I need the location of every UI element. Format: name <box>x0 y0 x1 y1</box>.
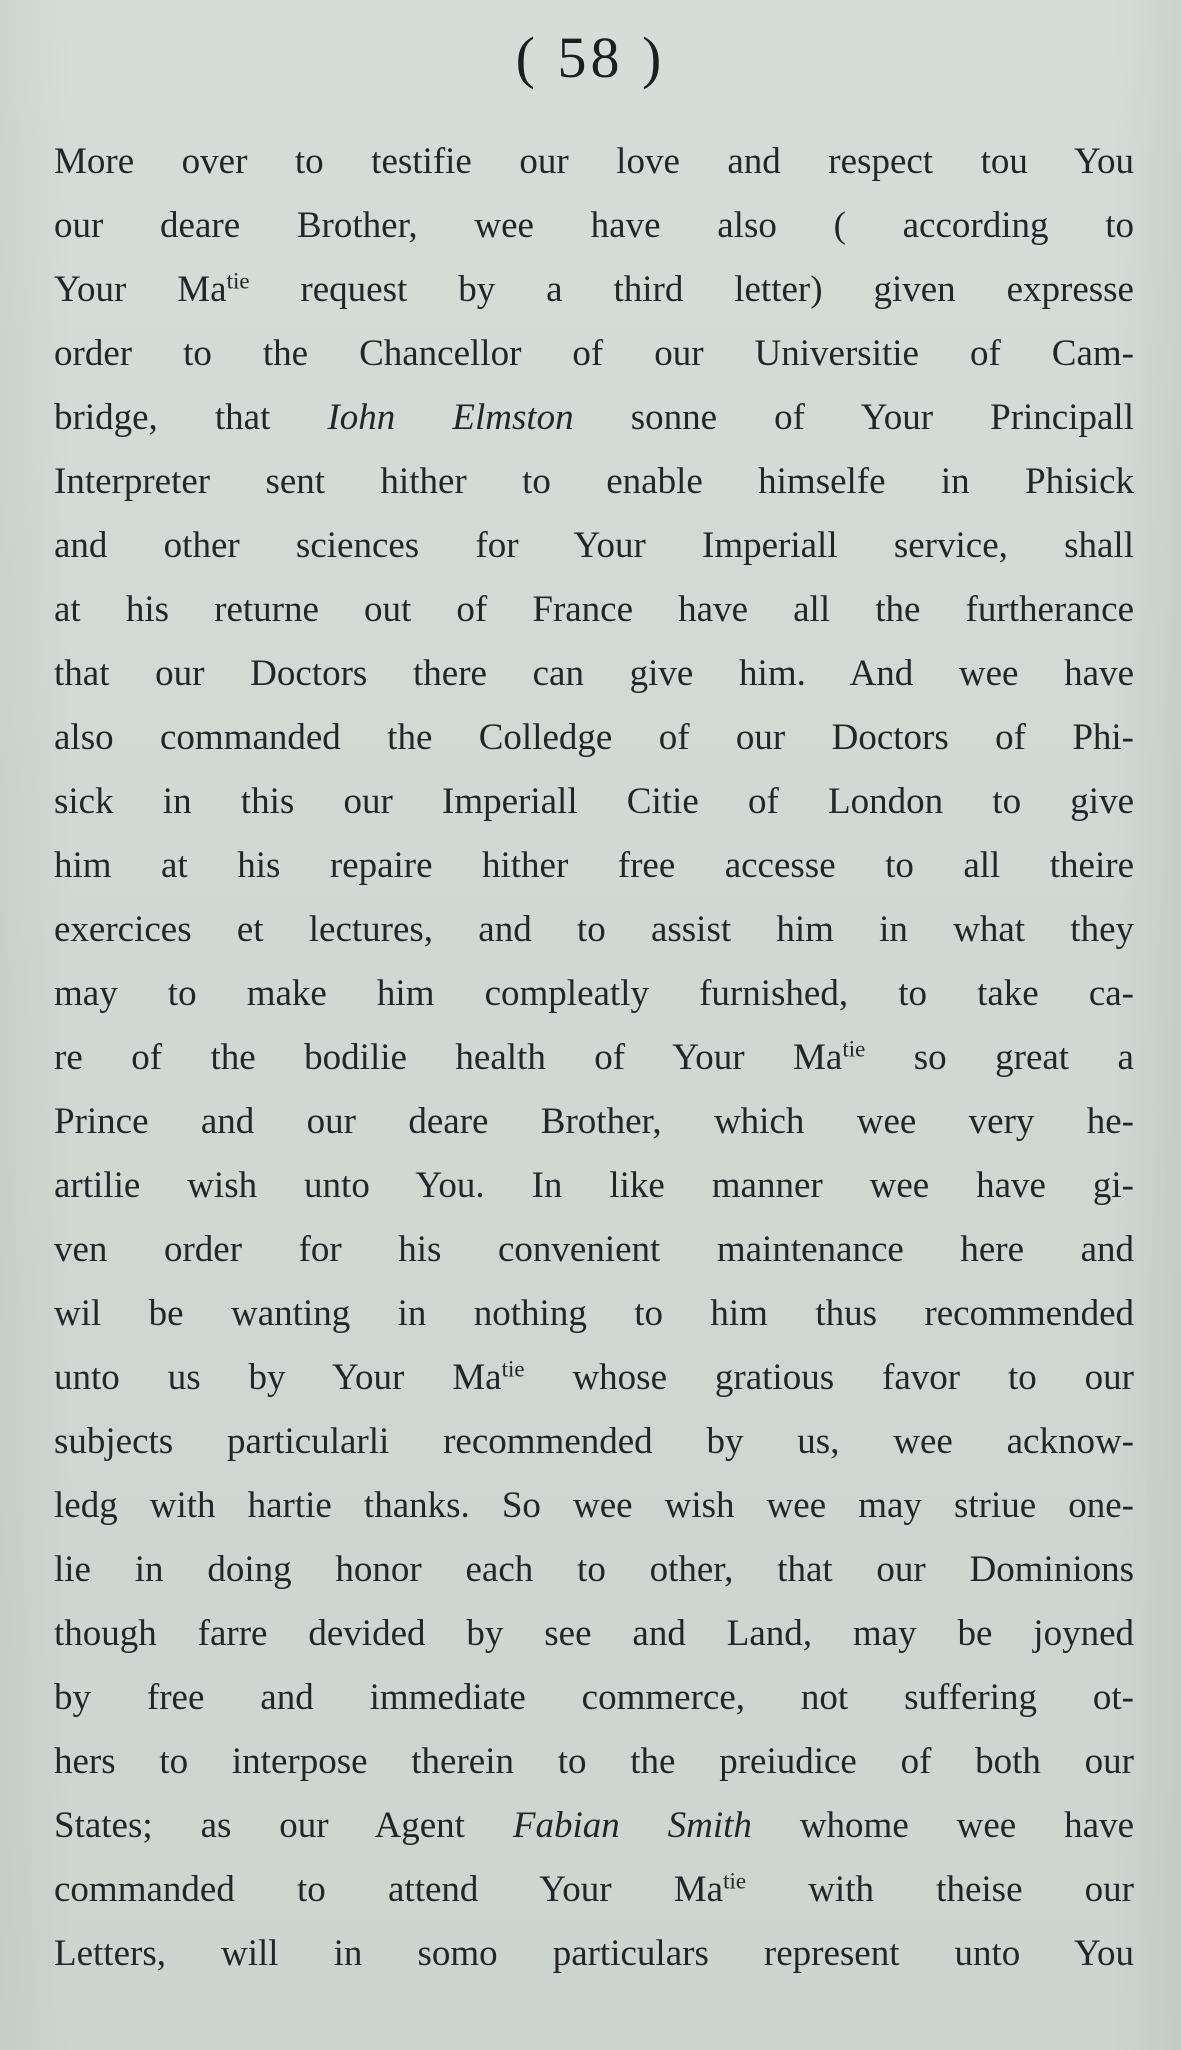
text-line <box>54 1922 1134 1986</box>
text-segment: Interpreter sent hither to enable himselfe in Phisick <box>54 461 1134 502</box>
text-segment: him at his repaire hither free accesse to all theire <box>54 845 1134 886</box>
text-segment: wil be wanting in nothing to him thus recommended <box>54 1293 1134 1334</box>
superscript-abbrev: tie <box>501 1356 525 1382</box>
text-segment: artilie wish unto You. In like manner wee have gi- <box>54 1165 1134 1206</box>
text-segment: lie in doing honor each to other, that our Dominions <box>54 1549 1134 1590</box>
text-line <box>54 1730 1134 1794</box>
text-segment: ledg with hartie thanks. So wee wish wee may striue one- <box>54 1485 1134 1526</box>
text-line <box>54 898 1134 962</box>
text-line <box>54 962 1134 1026</box>
text-line <box>54 194 1134 258</box>
text-segment: ven order for his convenient maintenance here and <box>54 1229 1134 1270</box>
text-segment: at his returne out of France have all the furtherance <box>54 589 1134 630</box>
text-line <box>54 1282 1134 1346</box>
text-line <box>54 1858 1134 1922</box>
page-number: ( 58 ) <box>515 25 666 90</box>
text-line <box>54 1346 1134 1410</box>
italic-name: Fabian Smith <box>512 1805 752 1846</box>
text-segment: that our Doctors there can give him. And wee have <box>54 653 1134 694</box>
text-segment: re of the bodilie health of Your Ma <box>54 1037 843 1078</box>
text-line <box>54 258 1134 322</box>
text-line <box>54 1666 1134 1730</box>
text-line <box>54 1474 1134 1538</box>
text-segment: bridge, that <box>54 397 328 438</box>
text-line <box>54 1154 1134 1218</box>
text-segment: commanded to attend Your Ma <box>54 1869 724 1910</box>
text-segment: exercices et lectures, and to assist him in what they <box>54 909 1134 950</box>
text-segment: our deare Brother, wee have also ( according to <box>54 205 1134 246</box>
text-segment: order to the Chancellor of our Universitie of Cam- <box>54 333 1134 374</box>
text-segment: by free and immediate commerce, not suffering ot- <box>54 1677 1134 1718</box>
text-segment: request by a third letter) given expresse <box>249 269 1134 310</box>
text-segment: also commanded the Colledge of our Doctors of Phi- <box>54 717 1134 758</box>
text-line <box>54 1602 1134 1666</box>
text-line <box>54 834 1134 898</box>
text-line <box>54 1538 1134 1602</box>
text-segment: Your Ma <box>54 269 227 310</box>
text-line <box>54 450 1134 514</box>
text-segment: whome wee have <box>751 1805 1134 1846</box>
text-segment: whose gratious favor to our <box>524 1357 1134 1398</box>
text-line <box>54 322 1134 386</box>
text-segment: so great a <box>865 1037 1134 1078</box>
body-text <box>54 130 1134 1986</box>
text-line <box>54 386 1134 450</box>
text-segment: and other sciences for Your Imperiall service, shall <box>54 525 1134 566</box>
text-segment: Letters, will in somo particulars represent unto You <box>54 1933 1134 1974</box>
text-line <box>54 514 1134 578</box>
text-segment: though farre devided by see and Land, may be joyned <box>54 1613 1134 1654</box>
text-line <box>54 642 1134 706</box>
text-line <box>54 578 1134 642</box>
text-segment: unto us by Your Ma <box>54 1357 502 1398</box>
text-line <box>54 1218 1134 1282</box>
text-segment: may to make him compleatly furnished, to take ca- <box>54 973 1134 1014</box>
text-line <box>54 1410 1134 1474</box>
text-line <box>54 706 1134 770</box>
text-line <box>54 1026 1134 1090</box>
text-segment: with theise our <box>746 1869 1135 1910</box>
italic-name: Iohn Elmston <box>327 397 574 438</box>
text-line <box>54 770 1134 834</box>
text-segment: sonne of Your Principall <box>573 397 1134 438</box>
text-line <box>54 130 1134 194</box>
text-segment: sick in this our Imperiall Citie of London to give <box>54 781 1134 822</box>
text-line <box>54 1794 1134 1858</box>
text-segment: States; as our Agent <box>54 1805 513 1846</box>
text-line <box>54 1090 1134 1154</box>
superscript-abbrev: tie <box>226 268 250 294</box>
text-segment: hers to interpose therein to the preiudice of both our <box>54 1741 1134 1782</box>
text-segment: More over to testifie our love and respect tou You <box>54 141 1134 182</box>
superscript-abbrev: tie <box>723 1868 747 1894</box>
superscript-abbrev: tie <box>842 1036 866 1062</box>
text-segment: subjects particularli recommended by us, wee acknow- <box>54 1421 1134 1462</box>
text-segment: Prince and our deare Brother, which wee very he- <box>54 1101 1134 1142</box>
